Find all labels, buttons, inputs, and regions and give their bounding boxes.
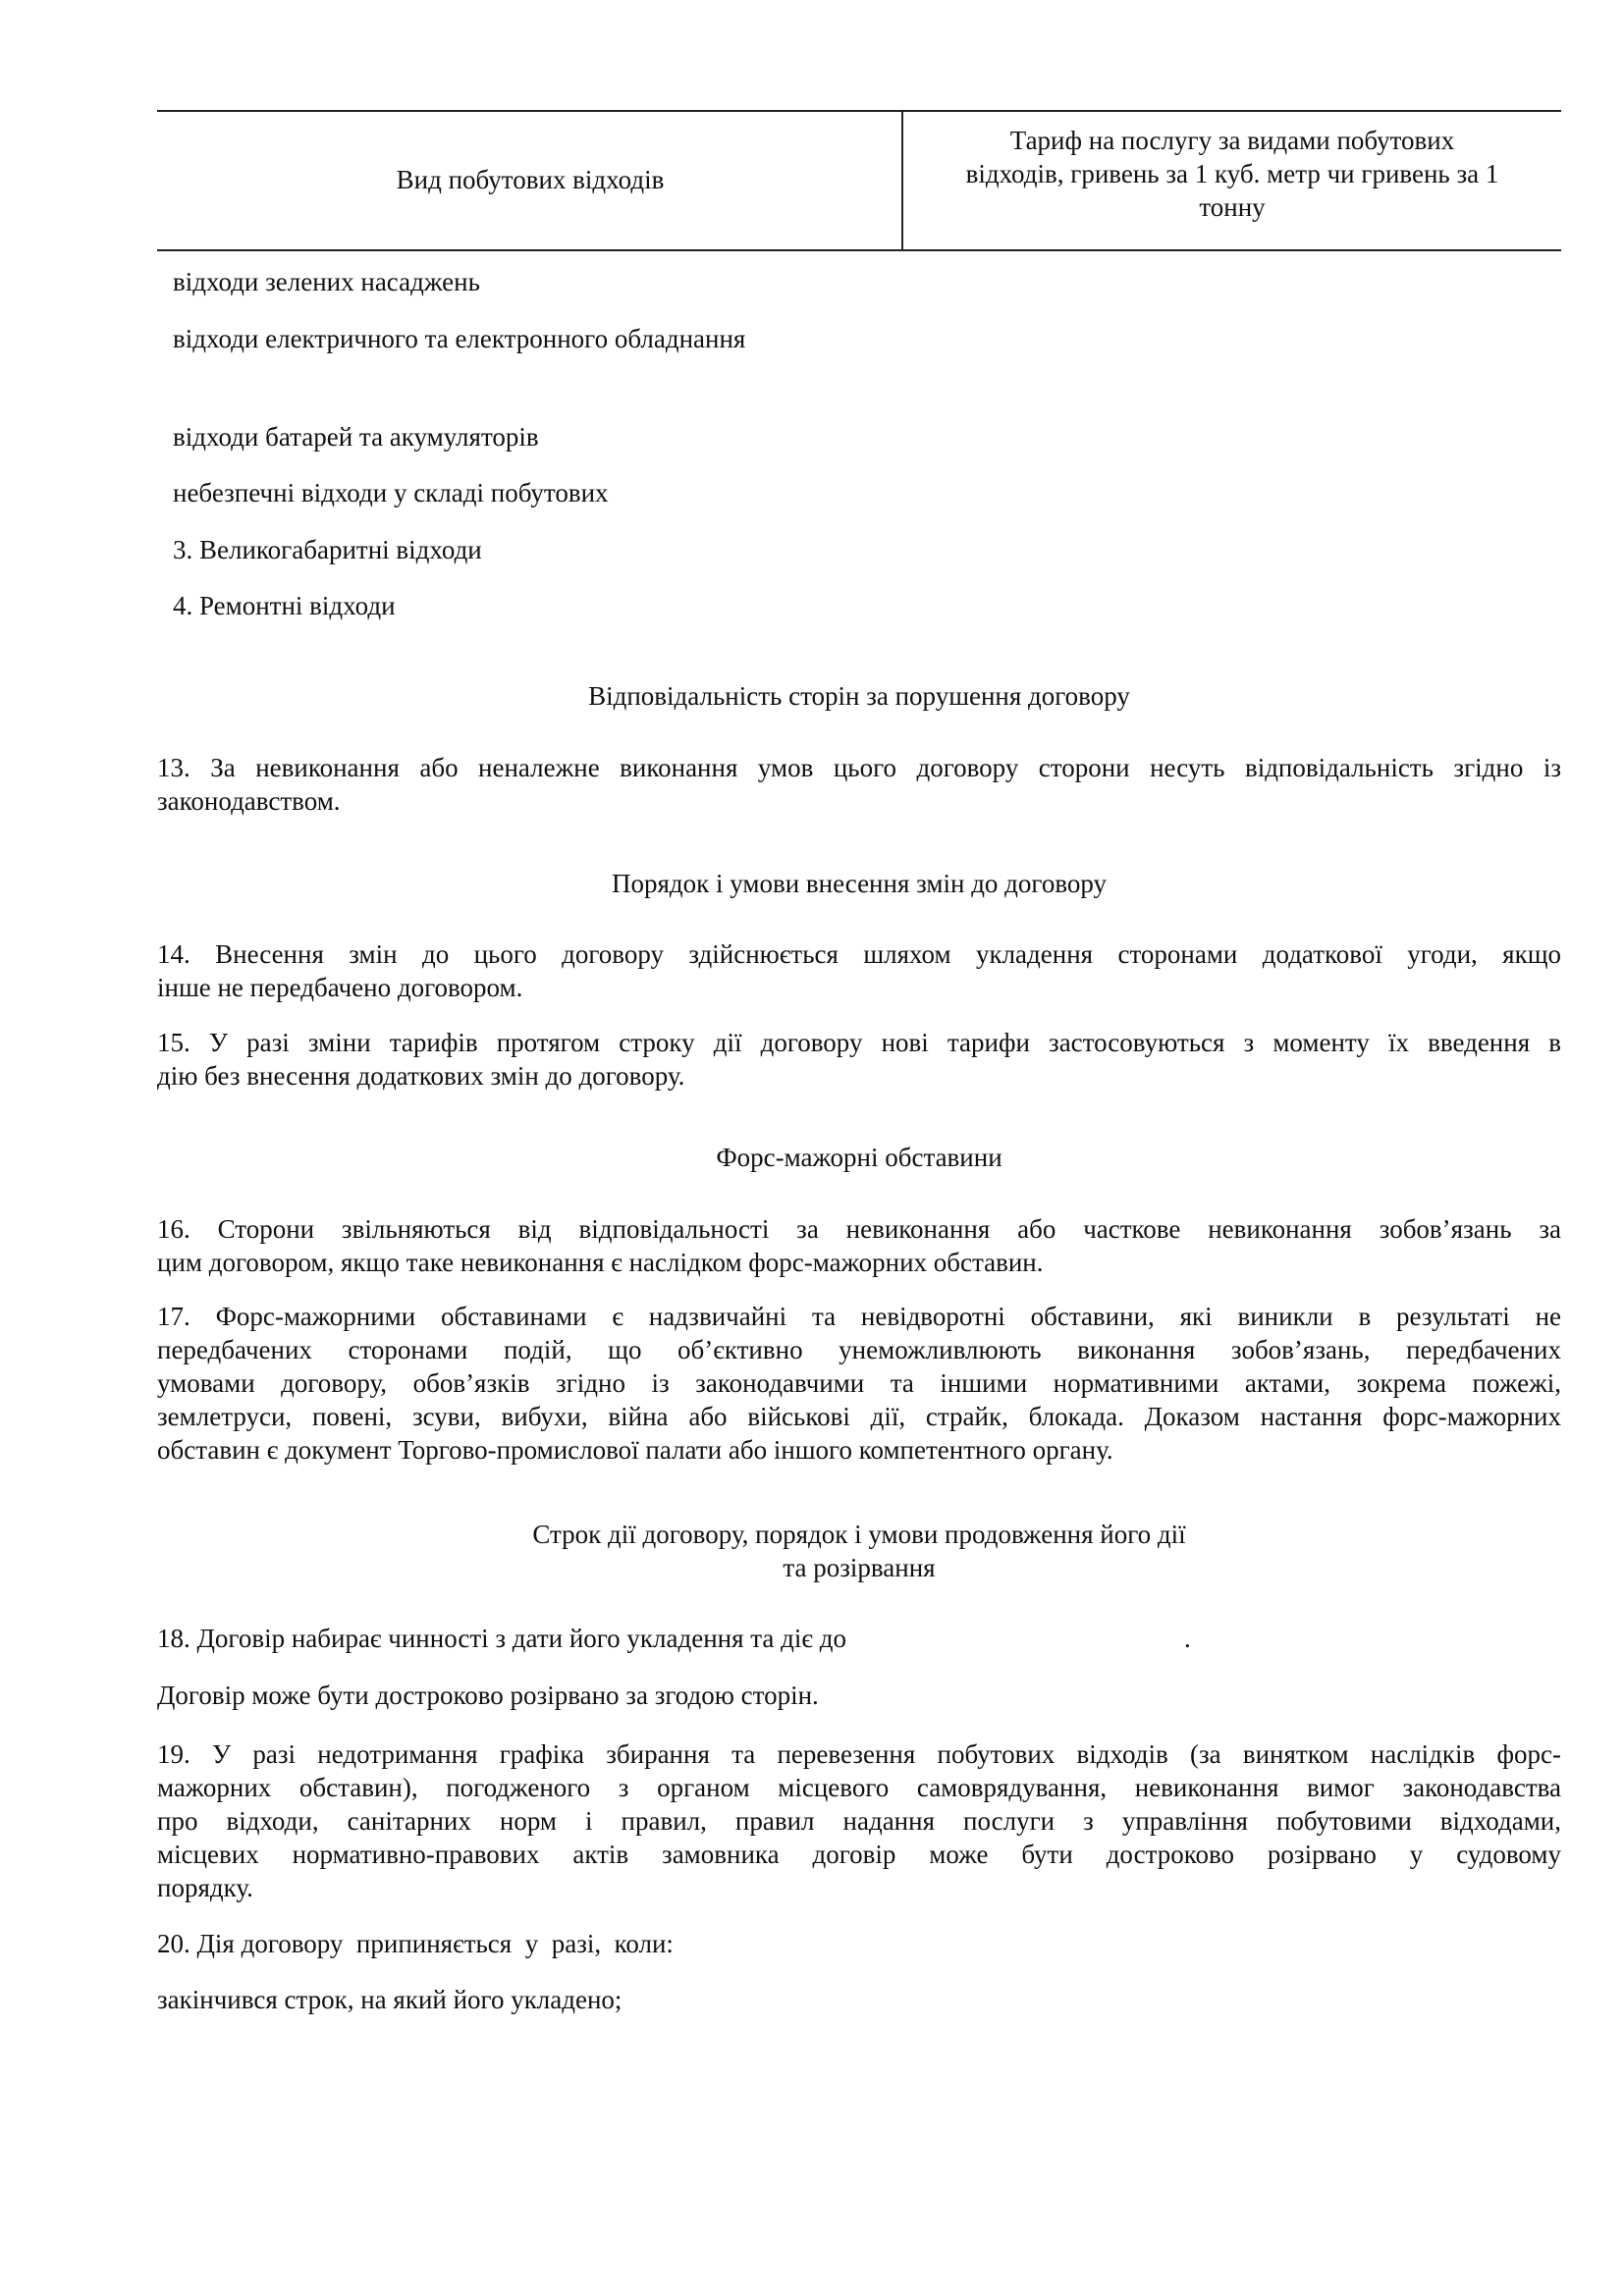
paragraph-15-line: 15. У разі зміни тарифів протягом строку дії договору нові тарифи застосовуються з моменту їх введення в: [157, 1028, 1561, 1057]
paragraph-17-line: 17. Форс-мажорними обставинами є надзвичайні та невідворотні обставини, які виникли в результаті не: [157, 1302, 1561, 1331]
header-tariff-line-3: тонну: [1199, 192, 1266, 222]
table-row: відходи батарей та акумуляторів: [173, 422, 539, 452]
table-row: відходи зелених насаджень: [173, 267, 480, 296]
paragraph-17: [157, 1300, 1561, 1467]
section-heading-term-line-1: Строк дії договору, порядок і умови продовження його дії: [532, 1520, 1186, 1549]
section-heading-liability: Відповідальність сторін за порушення договору: [588, 681, 1130, 711]
paragraph-18: 18. Договір набирає чинності з дати його укладення та діє до: [157, 1624, 846, 1653]
section-heading-force-majeure: Форс-мажорні обставини: [716, 1143, 1002, 1172]
paragraph-17-line: землетруси, повені, зсуви, вибухи, війна або військові дії, страйк, блокада. Доказом настання форс-мажорних: [157, 1402, 1561, 1431]
paragraph-19-line: про відходи, санітарних норм і правил, правил надання послуги з управління побутовими відходами,: [157, 1806, 1561, 1836]
paragraph-20: 20. Дія договору припиняється у разі, коли:: [157, 1929, 674, 1958]
paragraph-14: [157, 937, 1561, 1004]
table-header-waste-type: [157, 110, 903, 249]
header-tariff-line-1: Тариф на послугу за видами побутових: [1009, 126, 1455, 155]
paragraph-16: [157, 1212, 1561, 1279]
paragraph-15: [157, 1026, 1561, 1093]
paragraph-15-line: дію без внесення додаткових змін до договору.: [157, 1061, 685, 1091]
paragraph-17-line: передбачених сторонами подій, що об’єктивно унеможливлюють виконання зобов’язань, передбачених: [157, 1335, 1561, 1364]
section-heading-term-line-2: та розірвання: [783, 1553, 936, 1582]
header-tariff-line-2: відходів, гривень за 1 куб. метр чи гривень за 1: [965, 159, 1499, 188]
paragraph-19-line: мажорних обставин), погодженого з органом місцевого самоврядування, невиконання вимог законодавства: [157, 1773, 1561, 1802]
paragraph-19-line: 19. У разі недотримання графіка збирання та перевезення побутових відходів (за винятком наслідків форс-: [157, 1739, 1561, 1769]
paragraph-17-line: умовами договору, обов’язків згідно із законодавчими та іншими нормативними актами, зокрема пожежі,: [157, 1368, 1561, 1398]
paragraph-14-line: інше не передбачено договором.: [157, 973, 523, 1002]
table-row: небезпечні відходи у складі побутових: [173, 478, 609, 507]
paragraph-18b: Договір може бути достроково розірвано за згодою сторін.: [157, 1681, 819, 1710]
table-header-tariff: [903, 124, 1561, 224]
paragraph-19-line: порядку.: [157, 1873, 253, 1902]
paragraph-16-line: 16. Сторони звільняються від відповідальності за невиконання або часткове невиконання зобов’язань за: [157, 1214, 1561, 1244]
paragraph-13: [157, 751, 1561, 818]
paragraph-20a: закінчився строк, на який його укладено;: [157, 1985, 623, 2014]
table-row: 3. Великогабаритні відходи: [173, 535, 482, 564]
paragraph-13-line: 13. За невиконання або неналежне виконання умов цього договору сторони несуть відповідальність згідно із: [157, 753, 1561, 782]
paragraph-18-end: .: [1184, 1624, 1191, 1653]
table-row: 4. Ремонтні відходи: [173, 591, 396, 620]
section-heading-term: [157, 1518, 1561, 1584]
paragraph-13-line: законодавством.: [157, 786, 341, 816]
paragraph-16-line: цим договором, якщо таке невиконання є наслідком форс-мажорних обставин.: [157, 1248, 1044, 1277]
paragraph-19-line: місцевих нормативно-правових актів замовника договір може бути достроково розірвано у судовому: [157, 1840, 1561, 1869]
paragraph-19: [157, 1737, 1561, 1904]
section-heading-amendments: Порядок і умови внесення змін до договору: [611, 869, 1108, 898]
paragraph-14-line: 14. Внесення змін до цього договору здійснюється шляхом укладення сторонами додаткової угоди, якщо: [157, 939, 1561, 969]
header-waste-type-text: Вид побутових відходів: [396, 165, 665, 194]
paragraph-17-line: обставин є документ Торгово-промислової палати або іншого компетентного органу.: [157, 1435, 1113, 1465]
table-header-bottom-rule: [157, 249, 1561, 251]
table-row: відходи електричного та електронного обладнання: [173, 324, 746, 353]
